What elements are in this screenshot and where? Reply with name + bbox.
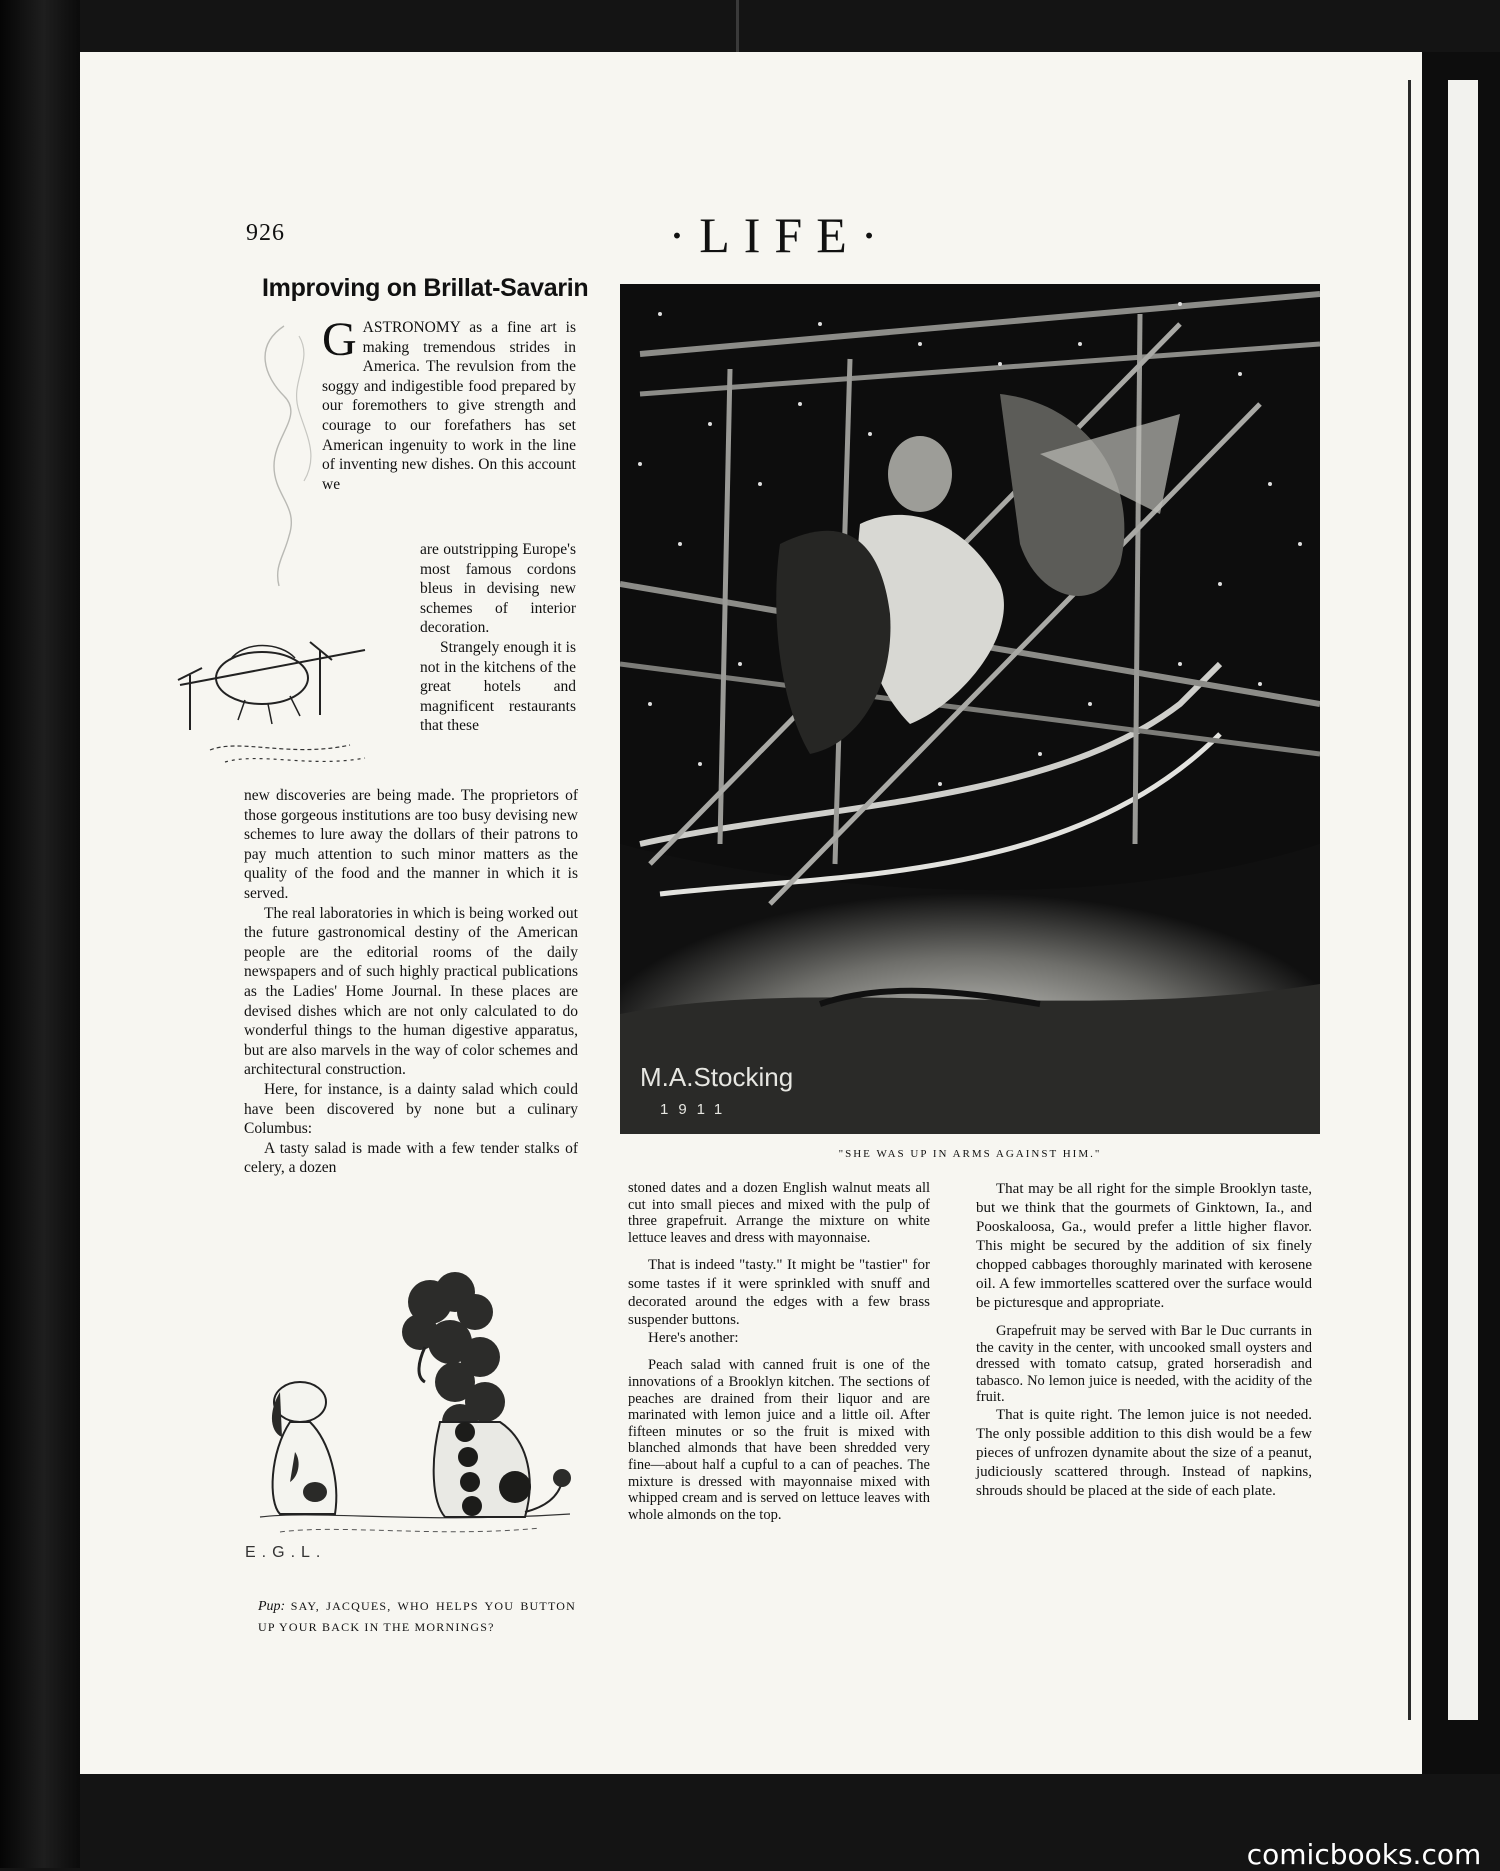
cartoon-dialogue: SAY, JACQUES, WHO HELPS YOU BUTTON UP YOUR BACK IN THE MORNINGS?	[258, 1599, 577, 1634]
cartoonist-signature: E.G.L.	[245, 1544, 327, 1561]
article-title: Improving on Brillat-Savarin	[262, 274, 589, 302]
article-paragraph: new discoveries are being made. The proprietors of those gorgeous institutions are too busy devising new schemes to lure away the dollars of their patrons to pay much attention to such minor matters as the quality of the food and the manner in which it is served.	[244, 787, 578, 902]
article-paragraph: Strangely enough it is not in the kitchens of the great hotels and magnificent restaurants that these	[420, 638, 576, 735]
masthead: ·LIFE·	[668, 207, 892, 263]
article-paragraph: That is indeed "tasty." It might be "tastier" for some tastes if it were sprinkled with snuff and decorated around the edges with a few brass suspender buttons.	[628, 1257, 930, 1328]
article-paragraph: That may be all right for the simple Brooklyn taste, but we think that the gourmets of Ginktown, Ia., and Pooskaloosa, Ga., would prefer a little higher flavor. This might be secured by the addition of six finely chopped cabbages thoroughly marinated with kerosene oil. A few immortelles scattered over the surface would be picturesque and appropriate.	[976, 1181, 1312, 1311]
watermark: comicbooks.com	[1246, 1838, 1482, 1871]
roast-on-spit-sketch	[150, 620, 395, 780]
quoted-recipe: Grapefruit may be served with Bar le Duc currants in the cavity in the center, with uncooked small oysters and dressed with tomato catsup, grated horseradish and tabasco. No lemon juice is needed, with the acidity of the fruit.	[976, 1323, 1312, 1406]
article-paragraph: The real laboratories in which is being worked out the future gastronomical destiny of the American people are the editorial rooms of the daily newspapers and of such highly practical publications as the Ladies' Home Journal. In these places are devised dishes which are not only calculated to do wonderful things to the human digestive apparatus, but are also marvels in the way of color schemes and architectural construction.	[244, 904, 578, 1079]
drop-cap: G	[322, 313, 357, 366]
page-number: 926	[246, 220, 285, 246]
steam-sketch	[244, 316, 334, 596]
article-paragraph: Here, for instance, is a dainty salad which could have been discovered by none but a culinary Columbus:	[244, 1080, 578, 1138]
article-paragraph: Here's another:	[648, 1330, 739, 1347]
quoted-recipe: stoned dates and a dozen English walnut meats all cut into small pieces and mixed with the pulp of three grapefruit. Arrange the mixture on white lettuce leaves and dress with mayonnaise.	[628, 1180, 930, 1246]
article-column-3	[976, 1180, 1312, 1501]
scan-artifact-line	[736, 0, 739, 52]
article-column-1-top	[322, 313, 576, 494]
quoted-recipe: A tasty salad is made with a few tender stalks of celery, a dozen	[244, 1139, 578, 1177]
article-column-2	[628, 1180, 930, 1523]
illustration-caption: "SHE WAS UP IN ARMS AGAINST HIM."	[838, 1148, 1102, 1160]
article-paragraph: That is quite right. The lemon juice is not needed. The only possible addition to this dish would be a few pieces of unfrozen dynamite about the size of a peanut, judiciously scattered through. Instead of napkins, shrouds should be placed at the side of each plate.	[976, 1406, 1312, 1499]
facing-page-edge	[1448, 80, 1478, 1720]
artist-signature-year: 1911	[660, 1101, 733, 1118]
article-column-1-middle	[420, 540, 576, 736]
page-gutter-line	[1408, 80, 1411, 1720]
dogs-cartoon	[240, 1262, 590, 1562]
article-paragraph: are outstripping Europe's most famous cordons bleus in devising new schemes of interior decoration.	[420, 541, 576, 637]
scan-shadow-left	[0, 0, 80, 1868]
cartoon-speaker: Pup:	[258, 1599, 286, 1614]
airplane-illustration	[620, 284, 1320, 1134]
quoted-recipe: Peach salad with canned fruit is one of the innovations of a Brooklyn kitchen. The sections of peaches are drained from their liquor and are marinated with lemon juice and a little oil. After fifteen minutes or so the fruit is mixed with blanched almonds that have been shredded very fine—about half a cupful to a can of peaches. The mixture is dressed with mayonnaise mixed with whipped cream and is served on lettuce leaves with whole almonds on the top.	[628, 1357, 930, 1523]
article-column-1-bottom	[244, 786, 578, 1178]
cartoon-caption	[258, 1596, 576, 1638]
article-paragraph: ASTRONOMY as a fine art is making tremendous strides in America. The revulsion from the soggy and indigestible food prepared by our foremothers to give strength and courage to our forefathers has set American ingenuity to work in the line of inventing new dishes. On this account we	[322, 319, 576, 493]
artist-signature: M.A.Stocking	[640, 1062, 794, 1092]
